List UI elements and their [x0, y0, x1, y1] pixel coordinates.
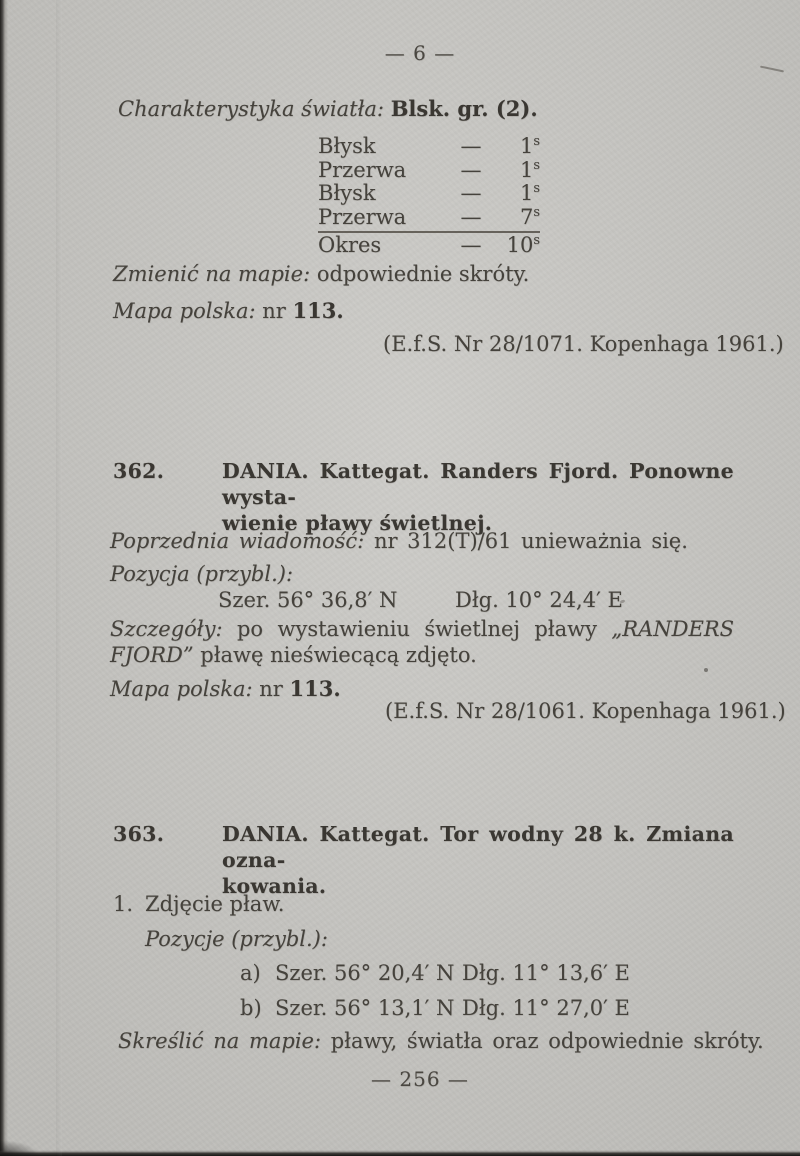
notice-363-title	[222, 821, 734, 899]
position-b-marker: b)	[240, 996, 262, 1020]
dash-separator: —	[460, 157, 482, 182]
duration-value: 10	[506, 233, 534, 257]
duration-unit: s	[533, 204, 540, 220]
notice-362-title-line2: wienie pławy świetlnej.	[222, 511, 493, 535]
previous-notice-line	[110, 528, 688, 554]
table-total-row	[318, 234, 540, 258]
duration-unit: s	[533, 134, 540, 149]
details-line2	[110, 642, 734, 668]
notice-363-title-line1: DANIA. Kattegat. Tor wodny 28 k. Zmiana ozna-	[222, 822, 734, 872]
change-on-map-label: Zmienić na mapie:	[113, 262, 311, 286]
polish-map-line	[113, 298, 344, 324]
polish-map-prefix: nr	[262, 299, 286, 323]
duration-value: 1	[519, 134, 534, 158]
details-label: Szczegóły:	[110, 617, 223, 641]
notice-363-title-line2: kowania.	[222, 874, 327, 898]
duration-unit: s	[533, 233, 540, 248]
phase-duration	[492, 135, 540, 159]
latitude-value: Szer. 56° 13,1′ N	[275, 996, 455, 1020]
table-row	[318, 135, 540, 159]
table-row	[318, 206, 540, 230]
total-label: Okres	[318, 233, 382, 257]
polish-map-prefix: nr	[259, 677, 283, 701]
paper-speck	[704, 668, 708, 672]
buoy-name-part1: „RANDERS	[611, 617, 734, 641]
phase-label: Błysk	[318, 181, 376, 205]
change-on-map-text: odpowiednie skróty.	[316, 262, 530, 286]
polish-map-number: 113.	[292, 298, 344, 323]
total-duration	[492, 234, 540, 258]
longitude-value: Dłg. 11° 13,6′ E	[462, 961, 630, 985]
phase-duration	[492, 159, 540, 183]
phase-duration	[492, 206, 540, 230]
list-item-number: 1.	[113, 892, 134, 916]
positions-label: Pozycje (przybl.):	[145, 927, 328, 951]
polish-map-line	[110, 676, 341, 702]
dash-separator: —	[460, 134, 482, 158]
page-number-bottom: — 256 —	[371, 1067, 469, 1091]
notice-362-title-line1: DANIA. Kattegat. Randers Fjord. Ponowne wysta-	[222, 459, 734, 509]
phase-duration	[492, 182, 540, 206]
change-on-map-line	[113, 261, 529, 287]
light-characteristic-line	[118, 96, 538, 122]
delete-from-map-line	[118, 1028, 764, 1054]
light-phase-table	[318, 135, 540, 258]
previous-notice-text: nr 312(T)/61 unieważnia się.	[373, 529, 688, 553]
phase-label: Przerwa	[318, 157, 407, 182]
longitude-value: Dłg. 11° 27,0′ E	[462, 996, 630, 1020]
dash-separator: —	[460, 233, 482, 257]
latitude-value: Szer. 56° 20,4′ N	[275, 961, 455, 985]
position-label: Pozycja (przybl.):	[110, 562, 294, 586]
dash-separator: —	[460, 204, 482, 229]
details-paragraph	[110, 616, 734, 668]
polish-map-number: 113.	[289, 676, 341, 701]
duration-value: 1	[519, 157, 534, 182]
delete-from-map-label: Skreślić na mapie:	[118, 1029, 322, 1053]
source-reference-line: (E.f.S. Nr 28/1071. Kopenhaga 1961.)	[383, 332, 784, 356]
buoy-name-part2: FJORD”	[110, 643, 194, 667]
duration-value: 1	[519, 181, 534, 205]
position-a-marker: a)	[240, 961, 261, 985]
polish-map-label: Mapa polska:	[113, 299, 256, 323]
dash-separator: —	[460, 181, 482, 205]
details-line1	[110, 616, 734, 642]
previous-notice-label: Poprzednia wiadomość:	[110, 529, 365, 553]
latitude-value: Szer. 56° 36,8′ N	[218, 588, 398, 612]
light-characteristic-label: Charakterystyka światła:	[118, 97, 384, 121]
duration-unit: s	[533, 157, 540, 173]
binding-shadow-left	[0, 0, 8, 1156]
table-row	[318, 182, 540, 206]
source-reference-line: (E.f.S. Nr 28/1061. Kopenhaga 1961.)	[385, 699, 786, 723]
scan-corner-shadow	[0, 1140, 40, 1156]
list-item-text: Zdjęcie pław.	[145, 892, 285, 916]
duration-unit: s	[533, 181, 540, 196]
paper-crease	[56, 0, 62, 1156]
delete-from-map-text: pławy, światła oraz odpowiednie skróty.	[330, 1029, 764, 1053]
polish-map-label: Mapa polska:	[110, 677, 253, 701]
notice-363-number: 363.	[113, 822, 165, 846]
scan-edge-bottom	[0, 1150, 800, 1156]
paper-scratch-mark	[760, 66, 784, 73]
details-text: po wystawieniu świetlnej pławy	[236, 617, 597, 641]
light-characteristic-value: Blsk. gr. (2).	[390, 96, 538, 121]
page-number-top: — 6 —	[384, 41, 456, 65]
notice-362-title	[222, 458, 734, 536]
notice-362-number: 362.	[113, 459, 165, 483]
longitude-value: Dłg. 10° 24,4′ E	[455, 588, 623, 612]
phase-label: Przerwa	[318, 204, 407, 229]
duration-value: 7	[519, 204, 534, 229]
phase-label: Błysk	[318, 134, 376, 158]
table-row	[318, 159, 540, 183]
details-text-2: pławę nieświecącą zdjęto.	[200, 643, 477, 667]
